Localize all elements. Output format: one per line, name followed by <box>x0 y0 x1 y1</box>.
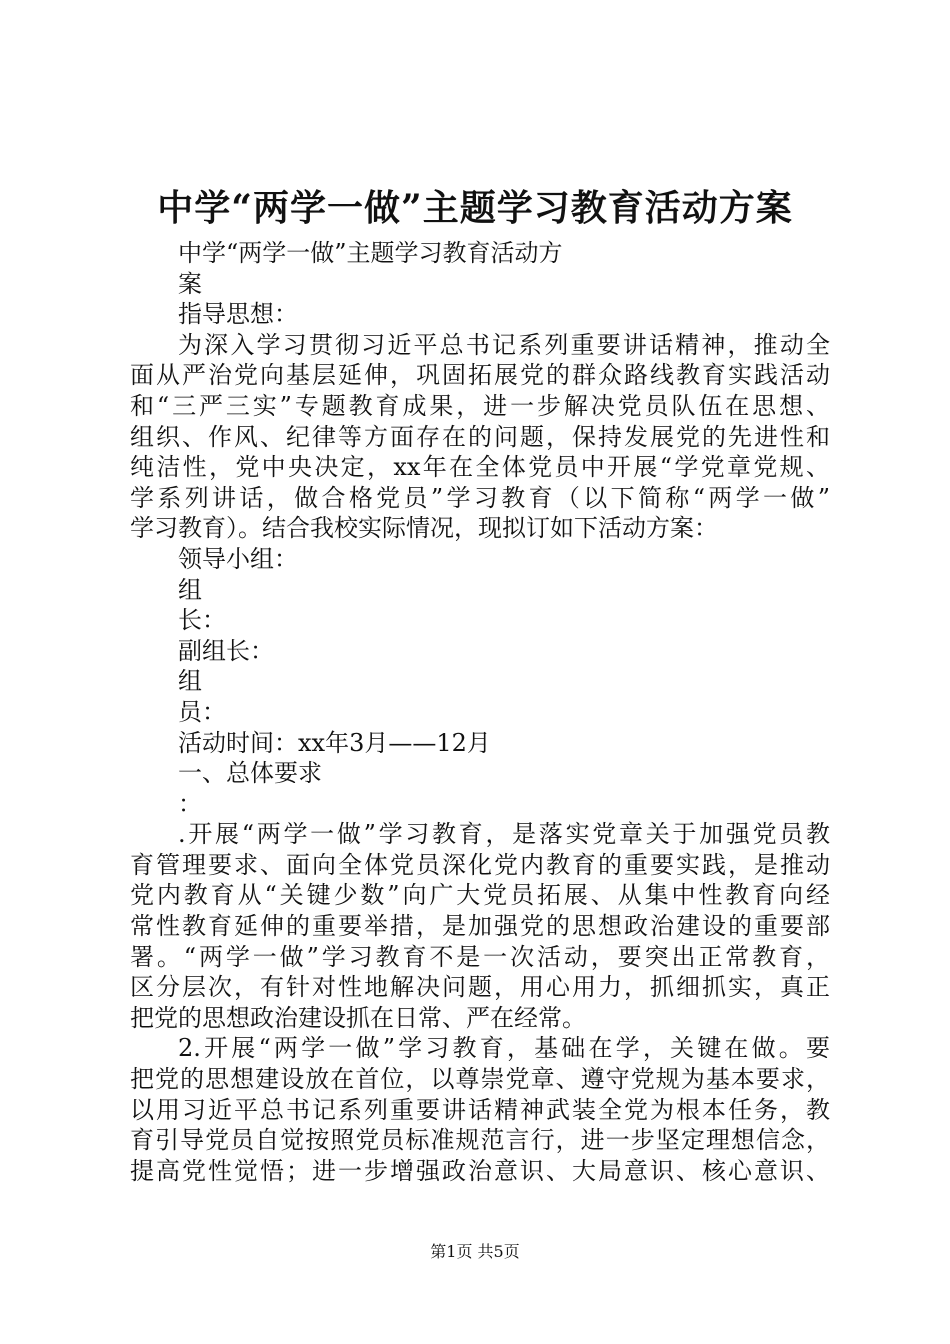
paragraph-line: 学系列讲话，做合格党员”学习教育（以下简称“两学一做” <box>130 483 830 512</box>
paragraph-line: 2.开展“两学一做”学习教育，基础在学，关键在做。要 <box>178 1034 830 1063</box>
section-heading-guiding-thought: 指导思想： <box>178 300 298 329</box>
paragraph-line: 把党的思想建设放在首位，以尊崇党章、遵守党规为基本要求， <box>130 1065 830 1094</box>
subtitle-line-1: 中学“两学一做”主题学习教育活动方 <box>178 239 563 267</box>
leader-label-part-1: 组 <box>178 575 202 604</box>
leader-label-part-2: 长： <box>178 606 226 635</box>
paragraph-line: 面从严治党向基层延伸，巩固拓展党的群众路线教育实践活动 <box>130 361 830 390</box>
section-heading-leadership: 领导小组： <box>178 544 298 573</box>
document-body <box>130 238 830 1186</box>
subtitle-line-2: 案 <box>178 269 202 298</box>
paragraph-line: 育管理要求、面向全体党员深化党内教育的重要实践，是推动 <box>130 850 830 879</box>
paragraph-line: 以用习近平总书记系列重要讲话精神武装全党为根本任务，教 <box>130 1095 830 1124</box>
member-label-part-2: 员： <box>178 697 226 726</box>
paragraph-line: 育引导党员自觉按照党员标准规范言行，进一步坚定理想信念， <box>130 1126 830 1155</box>
paragraph-line: 党内教育从“关键少数”向广大党员拓展、从集中性教育向经 <box>130 881 830 910</box>
document-title: 中学“两学一做”主题学习教育活动方案 <box>157 187 793 229</box>
paragraph-line: 区分层次，有针对性地解决问题，用心用力，抓细抓实，真正 <box>130 973 830 1002</box>
deputy-leader-label: 副组长： <box>178 636 274 665</box>
page-footer: 第1页 共5页 <box>430 1242 520 1261</box>
paragraph-line: 把党的思想政治建设抓在日常、严在经常。 <box>130 1003 586 1032</box>
section-heading-general-requirements: 一、总体要求 <box>178 759 322 788</box>
paragraph-line: 提高党性觉悟；进一步增强政治意识、大局意识、核心意识、 <box>130 1156 830 1185</box>
member-label-part-1: 组 <box>178 667 202 696</box>
activity-time: 活动时间：xx年3月——12月 <box>178 728 491 757</box>
paragraph-line: .开展“两学一做”学习教育，是落实党章关于加强党员教 <box>178 820 830 849</box>
paragraph-line: 署。“两学一做”学习教育不是一次活动，要突出正常教育， <box>130 942 830 971</box>
section-heading-colon: ： <box>178 789 202 818</box>
paragraph-line: 和“三严三实”专题教育成果，进一步解决党员队伍在思想、 <box>130 391 830 420</box>
paragraph-line: 组织、作风、纪律等方面存在的问题，保持发展党的先进性和 <box>130 422 830 451</box>
paragraph-line: 纯洁性，党中央决定，xx年在全体党员中开展“学党章党规、 <box>130 453 830 482</box>
paragraph-line: 为深入学习贯彻习近平总书记系列重要讲话精神，推动全 <box>178 330 830 359</box>
paragraph-line: 学习教育）。结合我校实际情况，现拟订如下活动方案： <box>130 514 718 543</box>
paragraph-line: 常性教育延伸的重要举措，是加强党的思想政治建设的重要部 <box>130 912 830 941</box>
